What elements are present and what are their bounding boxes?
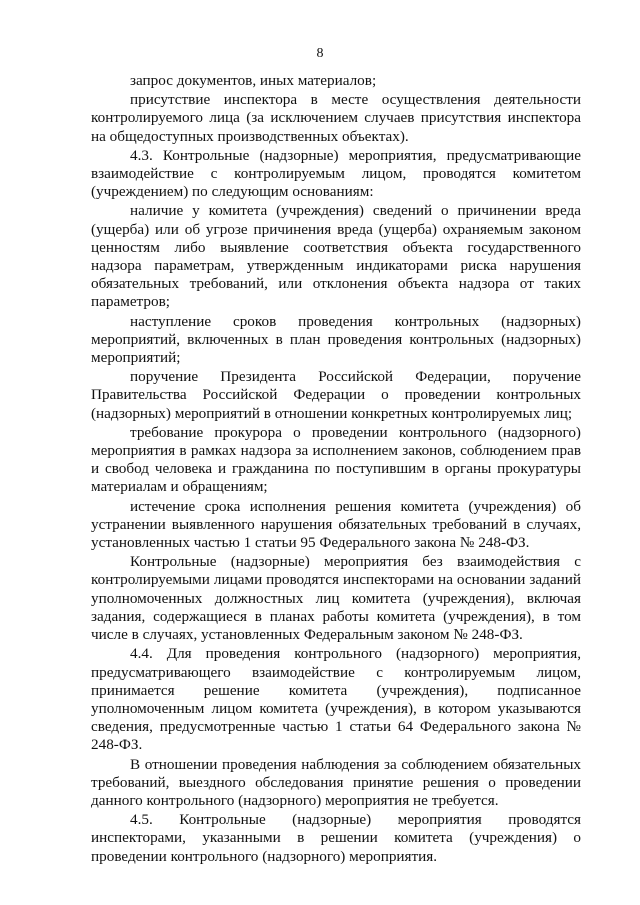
paragraph: наступление сроков проведения контрольных (надзорных) мероприятий, включенных в план проведения контрольных (надзорных) мероприятий; <box>91 312 581 367</box>
paragraph: Контрольные (надзорные) мероприятия без взаимодействия с контролируемыми лицами проводятся инспекторами на основании заданий уполномоченных должностных лиц комитета (учреждения), включая задания, содержащиеся в планах работы комитета (учреждения), в том числе в случаях, установленных Федеральным законом № 248-ФЗ. <box>91 553 581 644</box>
paragraph: присутствие инспектора в месте осуществления деятельности контролируемого лица (за исключением случаев присутствия инспектора на общедоступных производственных объектах). <box>91 91 581 145</box>
paragraph: 4.4. Для проведения контрольного (надзорного) мероприятия, предусматривающего взаимодействие с контролируемым лицом, принимается решение комитета (учреждения), подписанное уполномоченным лицом комитета (учреждения), в котором указываются сведения, предусмотренные частью 1 статьи 64 Федерального закона № 248-ФЗ. <box>91 645 581 754</box>
paragraph: поручение Президента Российской Федерации, поручение Правительства Российской Федерации о проведении контрольных (надзорных) мероприятий в отношении конкретных контролируемых лиц; <box>91 368 581 422</box>
paragraph: В отношении проведения наблюдения за соблюдением обязательных требований, выездного обследования принятие решения о проведении данного контрольного (надзорного) мероприятия не требуется. <box>91 755 581 809</box>
paragraph: 4.3. Контрольные (надзорные) мероприятия, предусматривающие взаимодействие с контролируемым лицом, проводятся комитетом (учреждением) по следующим основаниям: <box>91 146 581 201</box>
document-body <box>91 72 581 867</box>
paragraph: истечение срока исполнения решения комитета (учреждения) об устранении выявленного нарушения обязательных требований в случаях, установленных частью 1 статьи 95 Федерального закона № 248-ФЗ. <box>91 497 581 552</box>
paragraph: запрос документов, иных материалов; <box>130 72 377 89</box>
paragraph: 4.5. Контрольные (надзорные) мероприятия проводятся инспекторами, указанными в решении комитета (учреждения) о проведении контрольного (надзорного) мероприятия. <box>91 811 581 865</box>
paragraph: наличие у комитета (учреждения) сведений о причинении вреда (ущерба) или об угрозе причинения вреда (ущерба) охраняемым законом ценностям либо выявление соответствия объекта государственного надзора параметрам, утвержденным индикаторами риска нарушения обязательных требований, или отклонения объекта надзора от таких параметров; <box>91 202 581 311</box>
paragraph: требование прокурора о проведении контрольного (надзорного) мероприятия в рамках надзора за исполнением законов, соблюдением прав и свобод человека и гражданина по поступившим в органы прокуратуры материалам и обращениям; <box>91 423 581 496</box>
page-number: 8 <box>316 46 324 61</box>
